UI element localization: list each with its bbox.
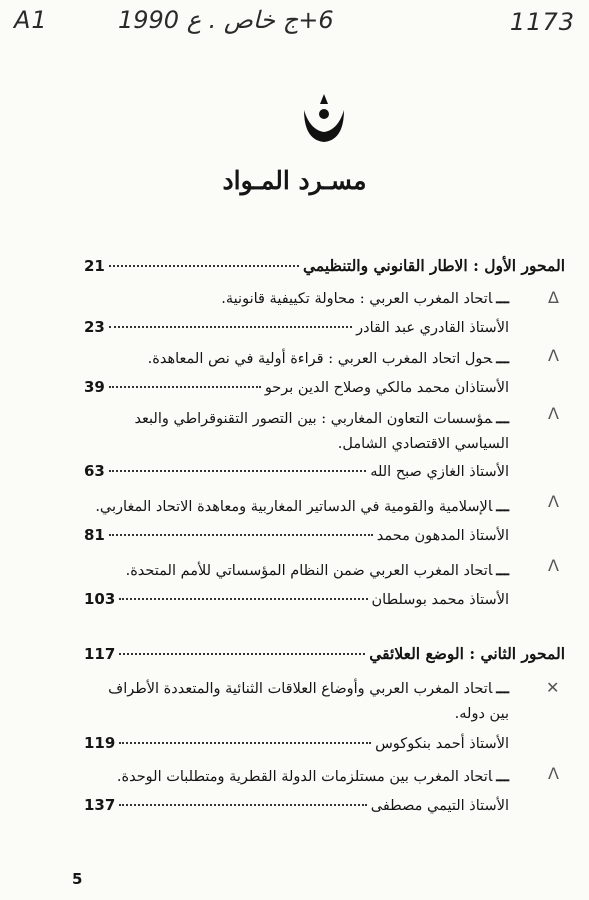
leader-dots [119, 598, 367, 600]
leader-dots [119, 653, 365, 655]
entry-dash: ـــ [496, 768, 509, 785]
entry-title-line: اتحاد المغرب العربي وأوضاع العلاقات الثنائية والمتعددة الأطراف [108, 681, 493, 697]
page-title: مسـرد المـواد [222, 166, 367, 195]
entry-title [108, 680, 509, 697]
entry-page-number: 103 [84, 590, 116, 608]
leader-dots [109, 470, 366, 472]
entry-title [221, 290, 509, 307]
toc-entry-author-row [84, 590, 509, 612]
handwritten-mark: Λ [548, 556, 559, 575]
entry-title [117, 768, 509, 785]
handwritten-mark: ✕ [546, 678, 560, 697]
toc-entry-author-row [84, 796, 509, 818]
page-number: 5 [72, 870, 83, 888]
axis-page-number: 117 [84, 645, 116, 663]
axis-label: المحور الأول : الاطار القانوني والتنظيمي [302, 256, 565, 275]
handwritten-mark: Λ [548, 492, 559, 511]
axis-page-number: 21 [84, 257, 105, 275]
entry-dash: ـــ [496, 562, 509, 579]
entry-page-number: 137 [84, 796, 116, 814]
entry-title [148, 350, 509, 367]
handwritten-mark: Λ [548, 404, 559, 423]
entry-title-line: اتحاد المغرب بين مستلزمات الدولة القطرية ومتطلبات الوحدة. [116, 769, 493, 785]
entry-page-number: 39 [84, 378, 105, 396]
entry-author: الأستاذ محمد بوسلطان [371, 592, 509, 608]
axis-label: المحور الثاني : الوضع العلائقي [369, 644, 565, 663]
handwritten-mark: Δ [548, 288, 559, 307]
entry-title-continuation: بين دوله. [454, 706, 509, 722]
entry-dash: ـــ [496, 498, 509, 515]
entry-author: الأستاذ الغازي صبح الله [370, 464, 509, 480]
toc-axis-heading [84, 256, 565, 280]
leader-dots [109, 534, 373, 536]
entry-dash: ـــ [496, 680, 509, 697]
toc-entry-author-row [84, 378, 509, 400]
entry-dash: ـــ [496, 290, 509, 307]
entry-author: الأستاذ المدهون محمد [376, 528, 509, 544]
toc-entry-author-row [84, 318, 509, 340]
entry-page-number: 63 [84, 462, 105, 480]
entry-title [95, 498, 509, 515]
entry-title [134, 410, 509, 427]
toc-entry-author-row [84, 734, 509, 756]
handwritten-code: A1 [14, 6, 48, 34]
entry-author: الأستاذ التيمي مصطفى [370, 798, 509, 814]
toc-entry-author-row [84, 526, 509, 548]
toc-entry-author-row [84, 462, 509, 484]
leader-dots [119, 742, 371, 744]
entry-author: الأستاذ أحمد بنكوكوس [375, 736, 509, 752]
entry-page-number: 23 [84, 318, 105, 336]
entry-page-number: 119 [84, 734, 116, 752]
entry-title-continuation: السياسي الاقتصادي الشامل. [337, 436, 509, 452]
entry-title-line: مؤسسات التعاون المغاربي : بين التصور التقنوقراطي والبعد [134, 411, 493, 427]
toc-axis-heading [84, 644, 565, 668]
entry-author: الأستاذان محمد مالكي وصلاح الدين برحو [264, 380, 509, 396]
entry-title-line: اتحاد المغرب العربي ضمن النظام المؤسساتي للأمم المتحدة. [125, 563, 493, 579]
entry-title [126, 562, 509, 579]
leader-dots [109, 326, 352, 328]
handwritten-number: 1173 [509, 8, 575, 36]
handwritten-mark: Λ [548, 764, 559, 783]
handwritten-mark: Λ [548, 346, 559, 365]
publisher-emblem-icon [298, 90, 350, 146]
entry-title-line: حول اتحاد المغرب العربي : قراءة أولية في نص المعاهدة. [147, 351, 493, 367]
entry-title-line: اتحاد المغرب العربي : محاولة تكييفية قانونية. [221, 291, 493, 307]
entry-page-number: 81 [84, 526, 105, 544]
entry-author: الأستاذ القادري عبد القادر [356, 320, 509, 336]
leader-dots [119, 804, 366, 806]
leader-dots [109, 386, 261, 388]
entry-dash: ـــ [496, 350, 509, 367]
entry-title-line: الإسلامية والقومية في الدساتير المغاربية ومعاهدة الاتحاد المغاربي. [95, 499, 493, 515]
handwritten-reference: 6+ج خاص . ع 1990 [118, 6, 334, 34]
entry-dash: ـــ [496, 410, 509, 427]
leader-dots [109, 265, 299, 267]
